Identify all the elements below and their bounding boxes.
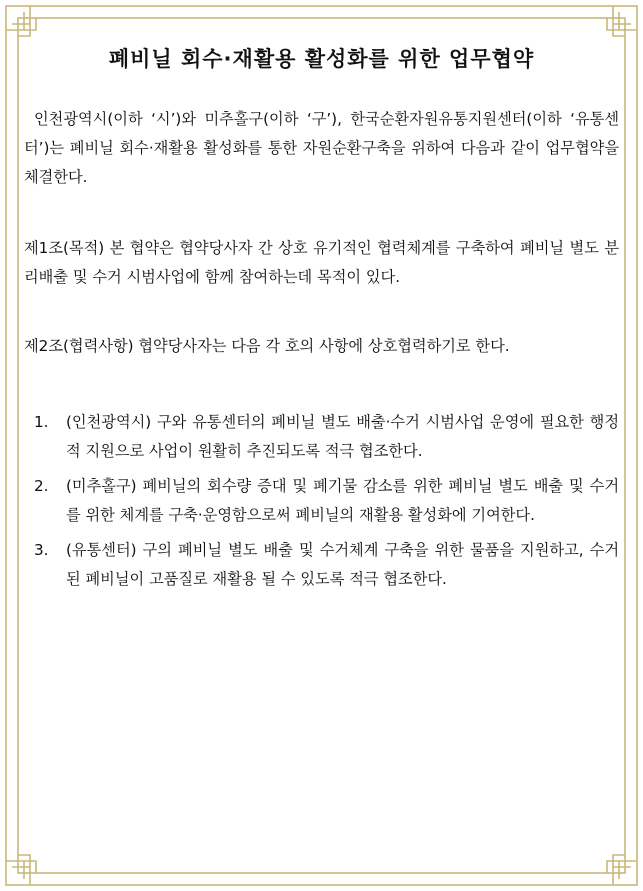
list-item-text: (미추홀구) 폐비닐의 회수량 증대 및 폐기물 감소를 위한 폐비닐 별도 배출 및 수거를 위한 체계를 구축·운영함으로써 폐비닐의 재활용 활성화에 기여한다. [66,477,619,524]
list-item [24,408,619,466]
article-1: 제1조(목적) 본 협약은 협약당사자 간 상호 유기적인 협력체계를 구축하여 폐비닐 별도 분리배출 및 수거 시범사업에 함께 참여하는데 목적이 있다. [24,239,619,286]
cooperation-items-list [24,408,619,594]
list-item-number: 3. [34,541,49,559]
agreement-document [24,30,619,600]
list-item-number: 1. [34,413,49,431]
article-2: 제2조(협력사항) 협약당사자는 다음 각 호의 사항에 상호협력하기로 한다. [24,337,510,355]
intro-paragraph: 인천광역시(이하 ‘시’)와 미추홀구(이하 ‘구’), 한국순환자원유통지원센터(이하 ‘유통센터’)는 폐비닐 회수·재활용 활성화를 통한 자원순환구축을 위하여 다음과 같이 업무협약을 체결한다. [24,110,619,186]
list-item [24,536,619,594]
list-item-text: (유통센터) 구의 폐비닐 별도 배출 및 수거체계 구축을 위한 물품을 지원하고, 수거된 폐비닐이 고품질로 재활용 될 수 있도록 적극 협조한다. [66,541,619,588]
document-title: 폐비닐 회수·재활용 활성화를 위한 업무협약 [108,47,535,71]
list-item-number: 2. [34,477,49,495]
list-item [24,472,619,530]
list-item-text: (인천광역시) 구와 유통센터의 폐비닐 별도 배출·수거 시범사업 운영에 필요한 행정적 지원으로 사업이 원활히 추진되도록 적극 협조한다. [66,413,619,460]
